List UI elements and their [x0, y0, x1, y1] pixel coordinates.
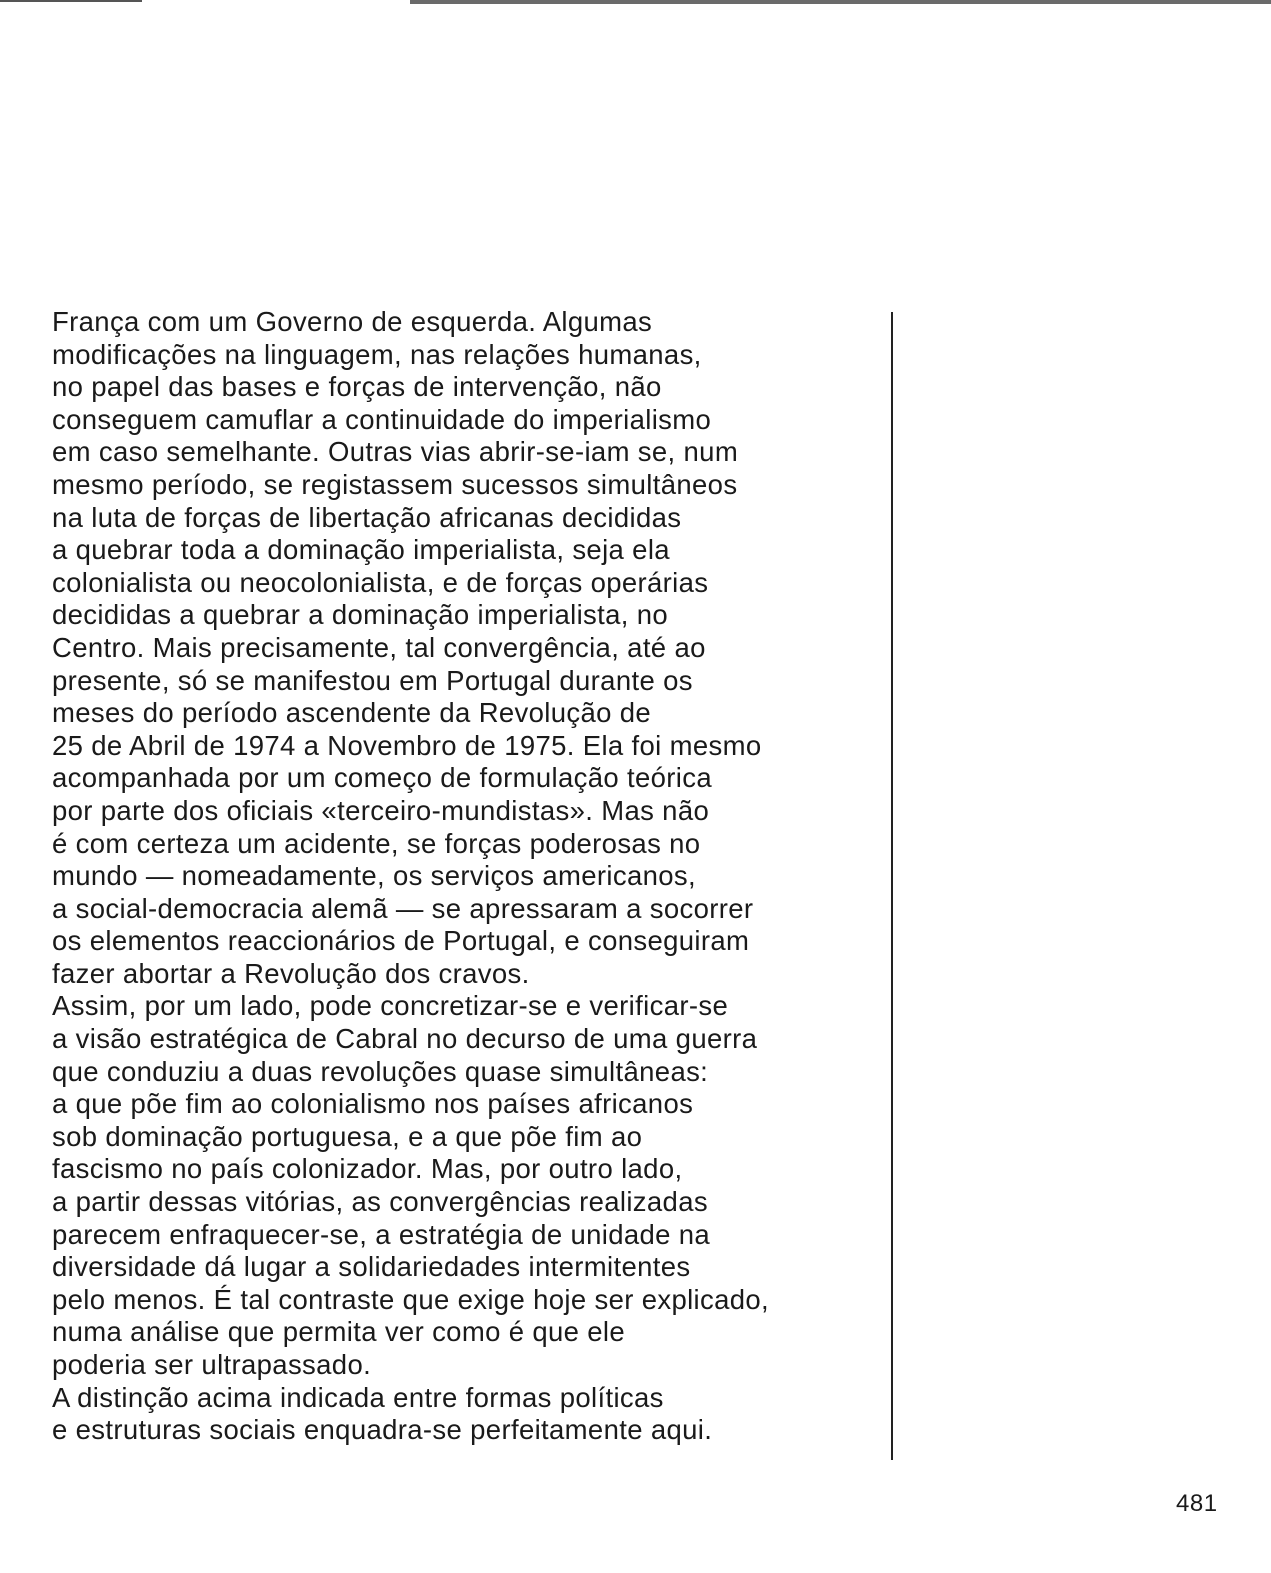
- text-line: modificações na linguagem, nas relações humanas,: [52, 338, 702, 370]
- text-line: poderia ser ultrapassado.: [52, 1349, 372, 1380]
- text-line: a social-democracia alemã — se apressaram a socorrer: [52, 892, 754, 924]
- text-line: Centro. Mais precisamente, tal convergência, até ao: [52, 631, 706, 663]
- text-line: A distinção acima indicada entre formas políticas: [52, 1381, 664, 1413]
- text-line: por parte dos oficiais «terceiro-mundistas». Mas não: [52, 794, 710, 826]
- text-line: a que põe fim ao colonialismo nos países africanos: [52, 1088, 694, 1120]
- text-line: na luta de forças de libertação africanas decididas: [52, 501, 682, 533]
- text-line: em caso semelhante. Outras vias abrir-se-iam se, num: [52, 436, 739, 468]
- text-line: no papel das bases e forças de intervenção, não: [52, 371, 662, 403]
- page-number: 481: [1176, 1490, 1218, 1517]
- text-line: é com certeza um acidente, se forças poderosas no: [52, 827, 701, 859]
- text-line: fascismo no país colonizador. Mas, por outro lado,: [52, 1153, 683, 1185]
- text-line: Assim, por um lado, pode concretizar-se e verificar-se: [52, 990, 729, 1022]
- margin-rule: [891, 312, 893, 1460]
- text-line: a visão estratégica de Cabral no decurso de uma guerra: [52, 1023, 758, 1055]
- text-line: França com um Governo de esquerda. Algumas: [52, 306, 653, 337]
- text-line: a quebrar toda a dominação imperialista, seja ela: [52, 534, 670, 566]
- text-line: diversidade dá lugar a solidariedades intermitentes: [52, 1251, 691, 1283]
- text-line: que conduziu a duas revoluções quase simultâneas:: [52, 1055, 709, 1087]
- text-line: mesmo período, se registassem sucessos simultâneos: [52, 468, 738, 500]
- text-line: decididas a quebrar a dominação imperialista, no: [52, 599, 669, 631]
- text-line: acompanhada por um começo de formulação teórica: [52, 762, 713, 794]
- text-line: meses do período ascendente da Revolução de: [52, 697, 652, 729]
- scan-edge-right: [410, 0, 1271, 4]
- text-line: parecem enfraquecer-se, a estratégia de unidade na: [52, 1218, 711, 1250]
- text-line: presente, só se manifestou em Portugal durante os: [52, 664, 693, 696]
- body-text: [52, 306, 892, 1447]
- text-line: 25 de Abril de 1974 a Novembro de 1975. Ela foi mesmo: [52, 729, 762, 761]
- text-line: colonialista ou neocolonialista, e de forças operárias: [52, 566, 709, 598]
- text-line: os elementos reaccionários de Portugal, e conseguiram: [52, 925, 750, 957]
- scan-edge-left: [0, 0, 142, 2]
- text-line: mundo — nomeadamente, os serviços americanos,: [52, 860, 696, 892]
- text-line: e estruturas sociais enquadra-se perfeitamente aqui.: [52, 1414, 713, 1446]
- text-line: conseguem camuflar a continuidade do imperialismo: [52, 403, 712, 435]
- text-line: a partir dessas vitórias, as convergências realizadas: [52, 1186, 708, 1218]
- text-line: fazer abortar a Revolução dos cravos.: [52, 957, 530, 989]
- text-line: pelo menos. É tal contraste que exige hoje ser explicado,: [52, 1283, 770, 1315]
- text-line: sob dominação portuguesa, e a que põe fim ao: [52, 1120, 643, 1152]
- text-line: numa análise que permita ver como é que ele: [52, 1316, 626, 1348]
